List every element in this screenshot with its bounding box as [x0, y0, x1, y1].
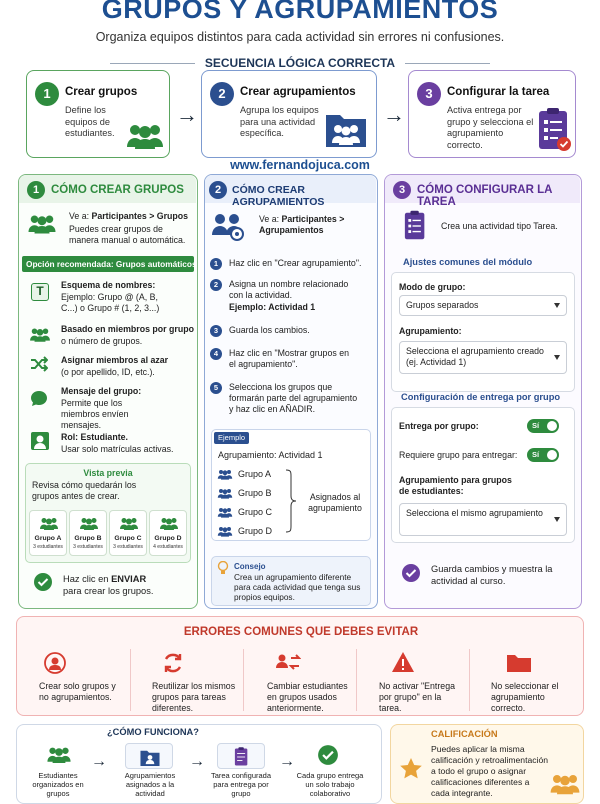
- user-error-icon: [44, 652, 66, 674]
- step-number: 5: [210, 382, 222, 394]
- item-title: Asignar miembros al azar: [61, 355, 169, 365]
- final-instruction: Guarda cambios y muestra la actividad al curso.: [431, 564, 553, 586]
- group-name: Grupo C: [114, 535, 142, 542]
- sequence-step-1: [26, 70, 170, 158]
- step-text: Haz clic en "Crear agrupamiento".: [229, 258, 362, 268]
- example-group: Grupo A: [238, 469, 272, 479]
- refresh-icon: [162, 652, 184, 674]
- group-name: Grupo B: [74, 535, 102, 542]
- panel-number: 2: [209, 181, 227, 199]
- item-text: Usar solo matrículas activas.: [61, 444, 174, 454]
- step-number: 1: [35, 82, 59, 106]
- example-group: Grupo B: [238, 488, 272, 498]
- toggle-label: Entrega por grupo:: [399, 421, 479, 431]
- item-text: Permite que los miembros envíen mensajes.: [61, 398, 129, 430]
- tip-box: [211, 556, 371, 606]
- chevron-down-icon: [554, 355, 560, 360]
- panel-configure-task: [384, 174, 582, 609]
- user-icon: [31, 432, 49, 450]
- users-icon: [217, 525, 233, 537]
- common-errors-box: [16, 616, 584, 716]
- divider: [405, 63, 490, 64]
- error-item: Crear solo grupos y no agrupamientos.: [39, 681, 116, 702]
- panel-title: CÓMO CREAR AGRUPAMIENTOS: [232, 184, 325, 208]
- page-subtitle: Organiza equipos distintos para cada actividad sin errores ni confusiones.: [95, 30, 505, 44]
- arrow-right-icon: →: [189, 753, 205, 770]
- step-title: Configurar la tarea: [447, 86, 550, 98]
- check-circle-icon: [401, 563, 421, 583]
- users-icon: [549, 771, 581, 795]
- users-icon: [217, 487, 233, 499]
- error-item: Cambiar estudiantes en grupos usados anteriormente.: [267, 681, 348, 713]
- mode-label: Modo de grupo:: [399, 282, 466, 292]
- example-title: Agrupamiento: Actividad 1: [218, 450, 323, 460]
- recommended-banner: Opción recomendada: Grupos automáticos: [22, 256, 194, 272]
- panel-title: CÓMO CONFIGURAR LA TAREA: [417, 184, 553, 208]
- step-text: Activa entrega por grupo y selecciona el agrupamiento correcto.: [447, 105, 534, 150]
- group-count: 3 estudiantes: [73, 544, 103, 550]
- panel-number: 3: [393, 181, 411, 199]
- grouping-select[interactable]: Selecciona el agrupamiento creado (ej. Actividad 1): [399, 341, 567, 374]
- folder-icon: [506, 653, 532, 673]
- users-icon: [27, 211, 57, 235]
- users-icon: [217, 468, 233, 480]
- goto-instruction: Ve a: Participantes > Grupos: [69, 211, 189, 221]
- step-number: 2: [210, 279, 222, 291]
- how-step: [125, 743, 173, 769]
- page-title: GRUPOS Y AGRUPAMIENTOS: [101, 0, 499, 24]
- chevron-down-icon: [554, 517, 560, 522]
- lightbulb-icon: [217, 561, 229, 575]
- step-title: Crear agrupamientos: [240, 86, 356, 98]
- clipboard-icon: [234, 746, 250, 768]
- arrow-right-icon: →: [279, 753, 295, 770]
- website-link[interactable]: www.fernandojuca.com: [230, 158, 370, 172]
- chat-bubble-icon: [30, 390, 48, 408]
- how-it-works-box: [16, 724, 382, 804]
- grouping2-label: Agrupamiento para grupos de estudiantes:: [399, 475, 512, 496]
- users-icon: [217, 506, 233, 518]
- require-group-toggle[interactable]: Sí: [527, 448, 559, 462]
- tip-text: Crea un agrupamiento diferente para cada actividad que tenga sus propios equipos.: [234, 572, 361, 602]
- toggle-label: Requiere grupo para entregar:: [399, 450, 518, 460]
- tip-title: Consejo: [234, 562, 266, 571]
- module-settings-title: Ajustes comunes del módulo: [403, 257, 533, 267]
- sequence-step-2: [201, 70, 377, 158]
- how-step-text: Estudiantes organizados en grupos: [32, 771, 84, 798]
- users-icon: [46, 745, 72, 763]
- group-count: 4 estudiantes: [153, 544, 183, 550]
- clipboard-icon: [403, 210, 429, 242]
- how-step: [37, 741, 81, 775]
- preview-text: Revisa cómo quedarán los grupos antes de crear.: [32, 480, 137, 501]
- item-text: Ejemplo: Grupo @ (A, B, C...) o Grupo # (1, 2, 3...): [61, 292, 160, 313]
- how-title: ¿CÓMO FUNCIONA?: [107, 727, 199, 737]
- grading-title: CALIFICACIÓN: [431, 729, 498, 739]
- preview-title: Vista previa: [83, 468, 133, 478]
- step-title: Crear grupos: [65, 86, 138, 98]
- step-text: Asigna un nombre relacionado con la actividad.: [229, 279, 349, 300]
- panel-title: CÓMO CREAR GRUPOS: [51, 184, 184, 196]
- step-example: Ejemplo: Actividad 1: [229, 302, 316, 312]
- step-number: 4: [210, 348, 222, 360]
- sequence-title: SECUENCIA LÓGICA CORRECTA: [204, 56, 396, 70]
- users-icon: [125, 121, 165, 149]
- example-group: Grupo D: [238, 526, 273, 536]
- users-icon: [79, 516, 99, 530]
- group-card: [149, 510, 187, 556]
- goto-text: Puedes crear grupos de manera manual o automática.: [69, 224, 186, 245]
- brace-icon: [285, 469, 297, 533]
- example-tag: Ejemplo: [214, 432, 249, 444]
- swap-users-icon: [275, 652, 301, 674]
- grouping-label: Agrupamiento:: [399, 326, 462, 336]
- example-group: Grupo C: [238, 507, 273, 517]
- item-title: Esquema de nombres:: [61, 280, 156, 290]
- arrow-right-icon: →: [383, 102, 405, 127]
- users-icon: [39, 516, 59, 530]
- delivery-settings-title: Configuración de entrega por grupo: [401, 392, 561, 402]
- step-number: 1: [210, 258, 222, 270]
- item-title: Basado en miembros por grupo: [61, 324, 194, 334]
- step-number: 3: [417, 82, 441, 106]
- panel-create-groupings: [204, 174, 378, 609]
- group-mode-select[interactable]: Grupos separados: [399, 295, 567, 316]
- panel-number: 1: [27, 181, 45, 199]
- warning-icon: [391, 651, 415, 673]
- step-text: Agrupa los equipos para una actividad específica.: [240, 105, 319, 138]
- group-card: [29, 510, 67, 556]
- group-card: [109, 510, 147, 556]
- users-icon: [159, 516, 179, 530]
- how-step-text: Agrupamientos asignados a la actividad: [124, 771, 176, 798]
- assigned-label: Asignados al agrupamiento: [308, 492, 362, 513]
- item-title: Mensaje del grupo:: [61, 386, 142, 396]
- grouping2-select[interactable]: Selecciona el mismo agrupamiento: [399, 503, 567, 536]
- intro-text: Crea una actividad tipo Tarea.: [441, 221, 558, 231]
- goto-instruction: Ve a: Participantes > Agrupamientos: [259, 214, 345, 235]
- group-name: Grupo D: [154, 535, 182, 542]
- folder-group-icon: [324, 107, 368, 149]
- group-count: 3 estudiantes: [33, 544, 63, 550]
- item-title: Rol: Estudiante.: [61, 432, 128, 442]
- panel-create-groups: [18, 174, 198, 609]
- error-item: Reutilizar los mismos grupos para tareas diferentes.: [152, 681, 236, 713]
- grading-box: [390, 724, 584, 804]
- step-text: Selecciona los grupos que formarán parte del agrupamiento y haz clic en AÑADIR.: [229, 382, 358, 414]
- step-number: 3: [210, 325, 222, 337]
- how-step-text: Tarea configurada para entrega por grupo: [210, 771, 272, 798]
- how-step-text: Cada grupo entrega un solo trabajo colaborativo: [296, 771, 364, 798]
- folder-group-icon: [138, 747, 162, 767]
- error-item: No activar "Entrega por grupo" en la tarea.: [379, 681, 455, 713]
- step-text: Define los equipos de estudiantes.: [65, 105, 115, 138]
- check-circle-icon: [317, 744, 339, 766]
- errors-title: ERRORES COMUNES QUE DEBES EVITAR: [183, 626, 419, 638]
- clipboard-check-icon: [537, 107, 573, 153]
- shuffle-icon: [30, 356, 48, 372]
- group-count: 3 estudiantes: [113, 544, 143, 550]
- users-icon: [119, 516, 139, 530]
- star-icon: [399, 757, 423, 781]
- group-card: [69, 510, 107, 556]
- how-step: [217, 743, 265, 769]
- step-number: 2: [210, 82, 234, 106]
- text-format-icon: T: [31, 283, 49, 301]
- sequence-step-3: [408, 70, 576, 158]
- users-icon: [29, 325, 51, 343]
- arrow-right-icon: →: [91, 753, 107, 770]
- arrow-right-icon: →: [176, 102, 198, 127]
- item-text: o número de grupos.: [61, 336, 143, 346]
- group-name: Grupo A: [34, 535, 62, 542]
- step-text: Guarda los cambios.: [229, 325, 310, 335]
- error-item: No seleccionar el agrupamiento correcto.: [491, 681, 559, 713]
- group-settings-icon: [211, 211, 245, 241]
- check-circle-icon: [33, 572, 53, 592]
- step-text: Haz clic en "Mostrar grupos en el agrupamiento".: [229, 348, 349, 369]
- submit-instruction: Haz clic en ENVIAR para crear los grupos.: [63, 574, 154, 596]
- group-submission-toggle[interactable]: Sí: [527, 419, 559, 433]
- grading-text: Puedes aplicar la misma calificación y retroalimentación a todo el grupo o asignar calificaciones diferentes a cada integrante.: [431, 744, 549, 798]
- item-text: (o por apellido, ID, etc.).: [61, 367, 155, 377]
- chevron-down-icon: [554, 303, 560, 308]
